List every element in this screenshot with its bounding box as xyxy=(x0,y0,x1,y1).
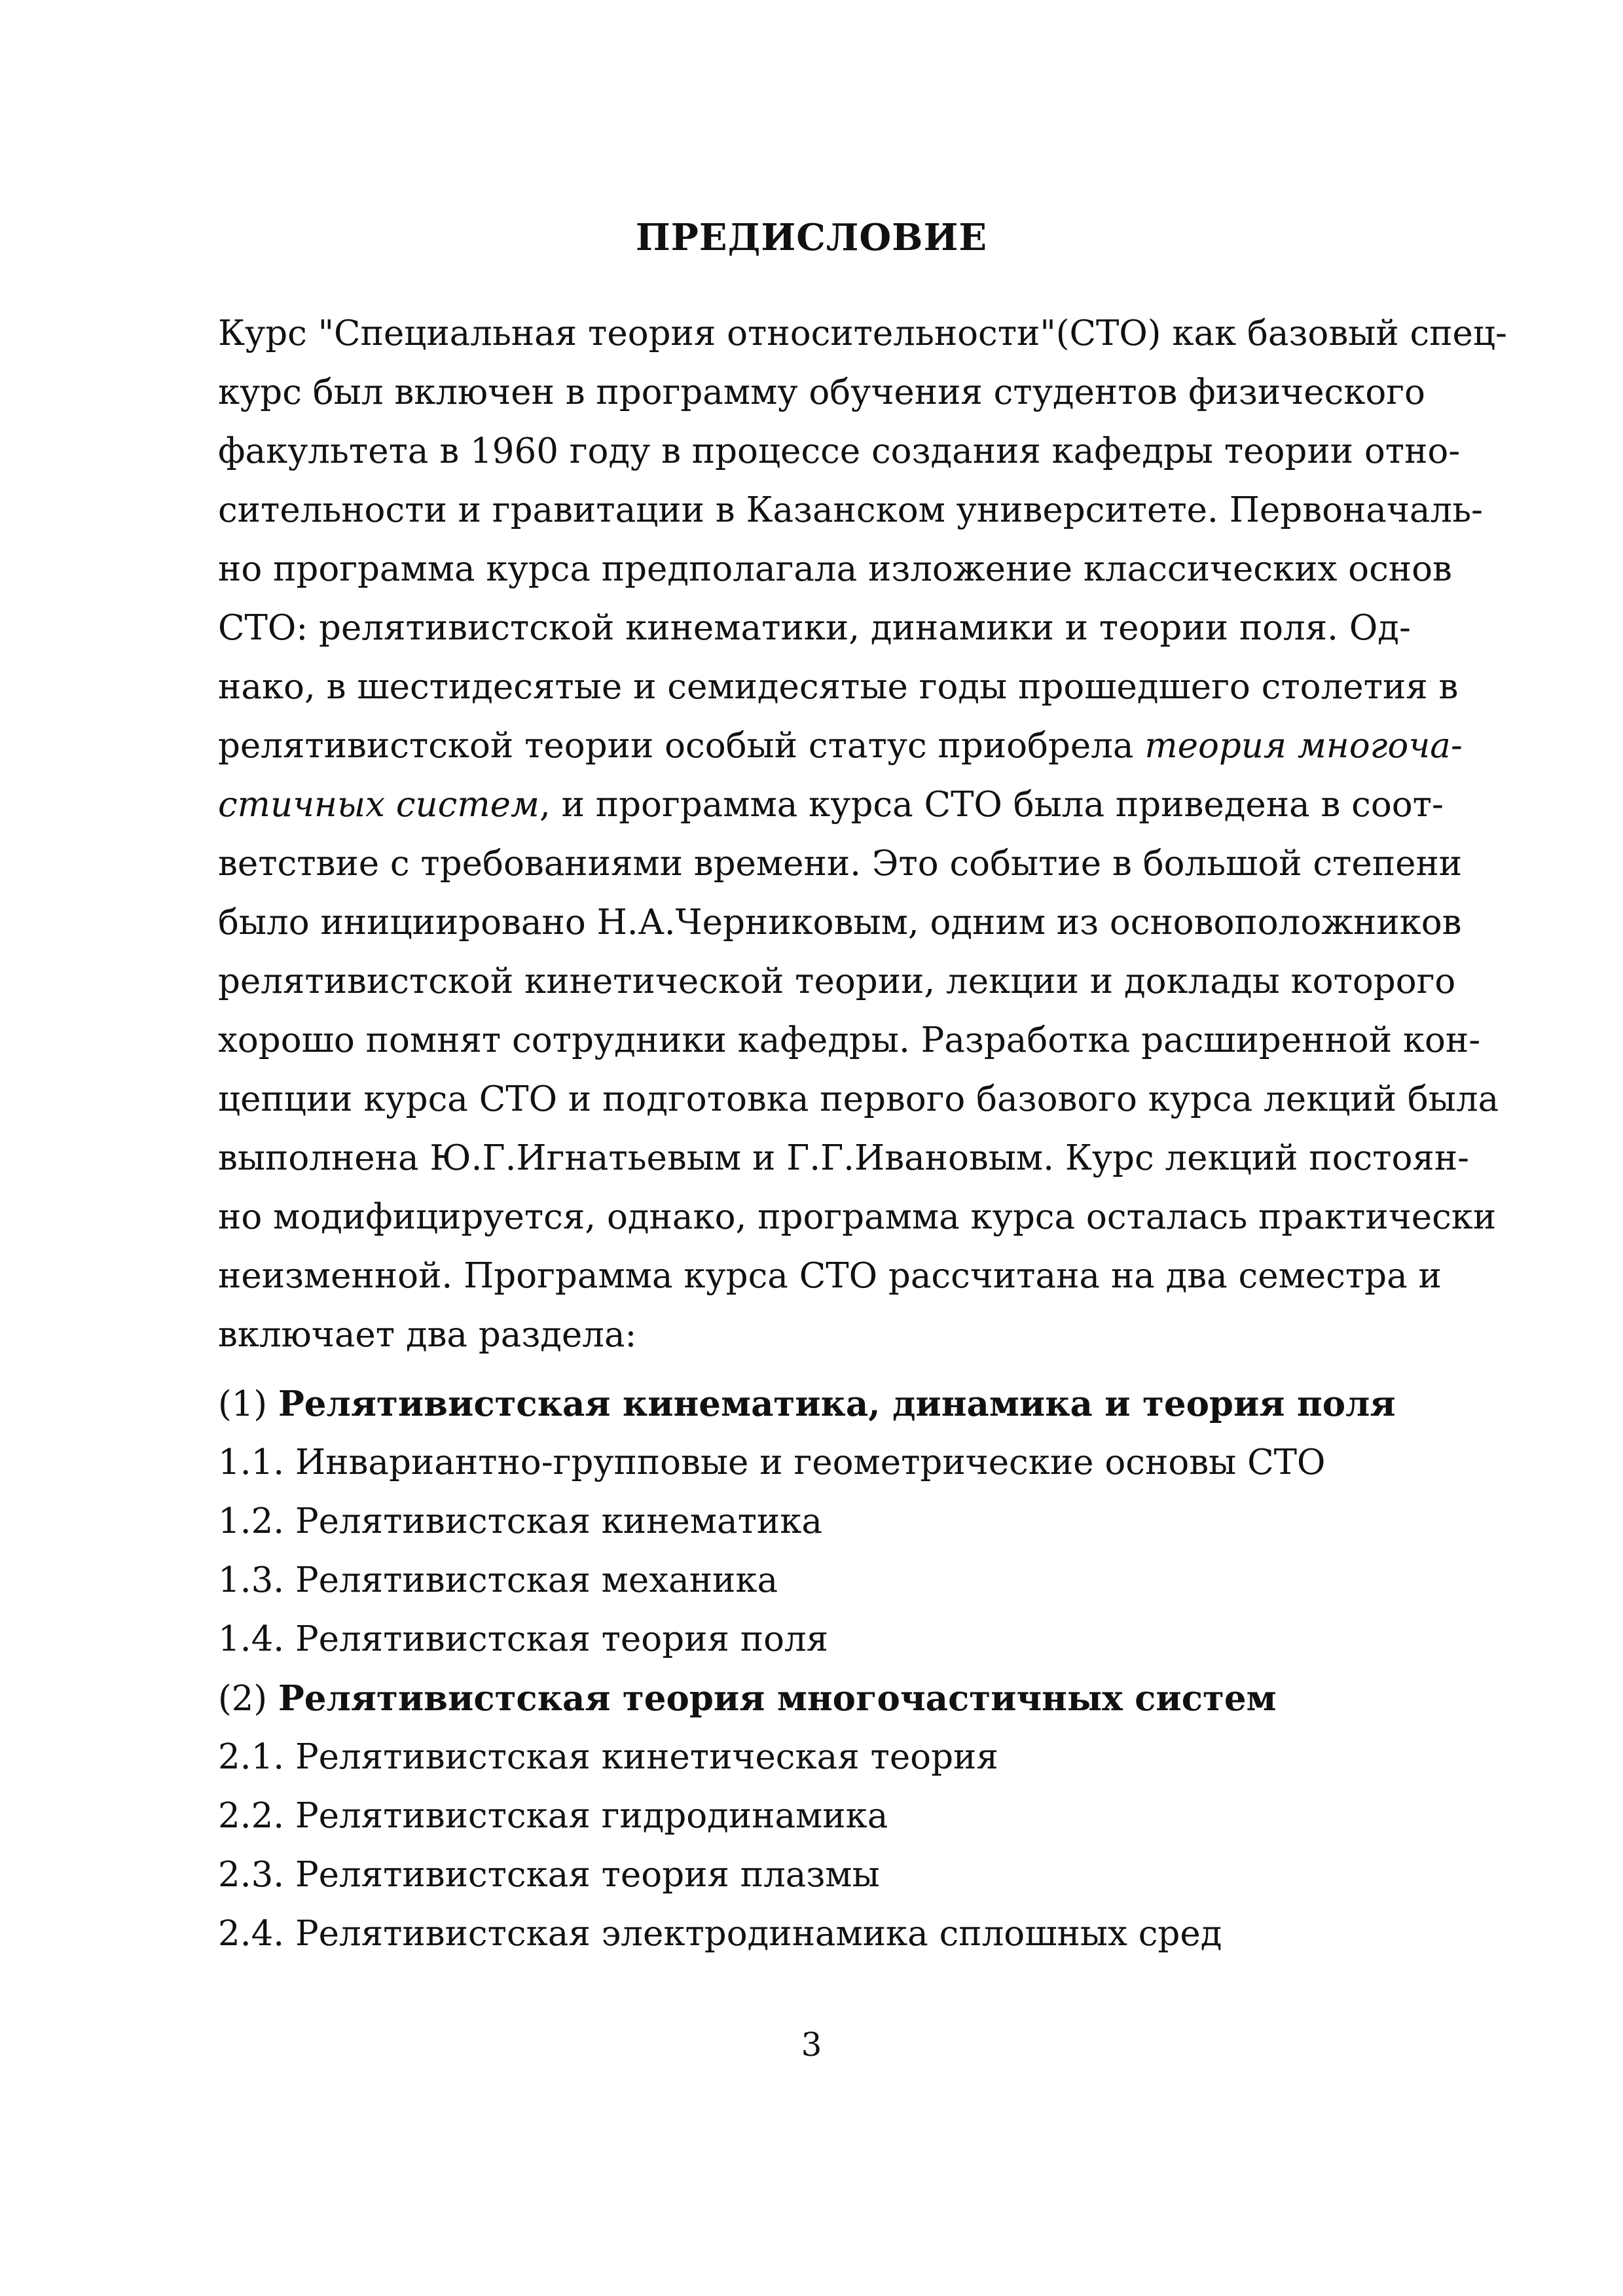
paragraph-line: цепции курса СТО и подготовка первого базового курса лекций была xyxy=(218,1079,1499,1119)
section-number: (2) xyxy=(218,1679,268,1719)
paragraph-line: хорошо помнят сотрудники кафедры. Разработка расширенной кон- xyxy=(218,1020,1481,1060)
paragraph-text: , и программа курса СТО была приведена в соот- xyxy=(539,785,1444,825)
paragraph-line: сительности и гравитации в Казанском университете. Первоначаль- xyxy=(218,490,1483,530)
preface-paragraph xyxy=(218,304,1507,1365)
section-heading xyxy=(218,1679,1277,1719)
paragraph-line: нако, в шестидесятые и семидесятые годы прошедшего столетия в xyxy=(218,667,1459,707)
italic-term: теория многоча- xyxy=(1144,726,1463,766)
list-item: 1.3. Релятивистская механика xyxy=(218,1560,778,1600)
paragraph-text: релятивистской теории особый статус приобрела xyxy=(218,726,1145,766)
list-item: 2.1. Релятивистская кинетическая теория xyxy=(218,1737,998,1777)
paragraph-line: ветствие с требованиями времени. Это событие в большой степени xyxy=(218,844,1463,884)
paragraph-line: включает два раздела: xyxy=(218,1315,637,1355)
paragraph-line: неизменной. Программа курса СТО рассчитана на два семестра и xyxy=(218,1256,1442,1296)
paragraph-line: СТО: релятивистской кинематики, динамики и теории поля. Од- xyxy=(218,608,1411,648)
section-title: Релятивистская теория многочастичных систем xyxy=(278,1678,1277,1719)
page-title: ПРЕДИСЛОВИЕ xyxy=(635,216,988,259)
paragraph-line: но программа курса предполагала изложение классических основ xyxy=(218,549,1452,589)
section-title: Релятивистская кинематика, динамика и теория поля xyxy=(278,1384,1396,1424)
page-number: 3 xyxy=(801,2026,822,2064)
paragraph-line: релятивистской кинетической теории, лекции и доклады которого xyxy=(218,961,1456,1001)
list-item: 2.4. Релятивистская электродинамика сплошных сред xyxy=(218,1914,1222,1954)
list-item: 1.2. Релятивистская кинематика xyxy=(218,1501,822,1541)
paragraph-line: Курс "Специальная теория относительности"(СТО) как базовый спец- xyxy=(218,314,1507,353)
section-number: (1) xyxy=(218,1384,268,1424)
paragraph-line: но модифицируется, однако, программа курса осталась практически xyxy=(218,1197,1497,1237)
paragraph-line: факультета в 1960 году в процессе создания кафедры теории отно- xyxy=(218,431,1461,471)
italic-term-end: стичных систем xyxy=(218,785,539,825)
paragraph-line: курс был включен в программу обучения студентов физического xyxy=(218,372,1425,412)
list-item: 2.3. Релятивистская теория плазмы xyxy=(218,1855,880,1895)
paragraph-line: выполнена Ю.Г.Игнатьевым и Г.Г.Ивановым. Курс лекций постоян- xyxy=(218,1138,1470,1178)
list-item: 1.1. Инвариантно-групповые и геометрические основы СТО xyxy=(218,1443,1326,1482)
list-item: 2.2. Релятивистская гидродинамика xyxy=(218,1796,888,1836)
list-item: 1.4. Релятивистская теория поля xyxy=(218,1619,829,1659)
section-heading xyxy=(218,1384,1396,1424)
paragraph-line-with-italic xyxy=(218,776,1444,834)
paragraph-line: было инициировано Н.А.Черниковым, одним из основоположников xyxy=(218,903,1462,942)
paragraph-line-with-italic xyxy=(218,717,1463,776)
